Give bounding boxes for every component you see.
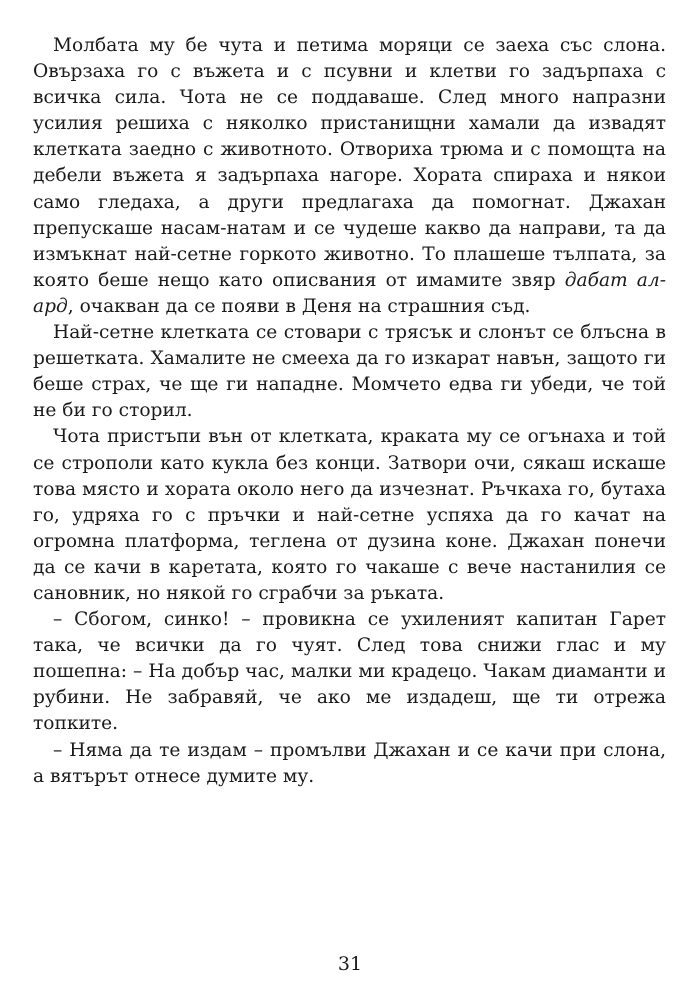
italic-term: дабат ал-ард (33, 269, 666, 317)
page-number: 31 (337, 953, 363, 975)
paragraph-1 (33, 33, 666, 320)
paragraph-1-text: Молбата му бе чута и петима моряци се заеха със слона. Овързаха го с въжета и с псувни и клетви го задърпаха с всичка сила. Чота не се поддаваше. След много напразни усилия решиха с няколко пристанищни хамали да извадят клетката заедно с животното. Отвориха трюма и с помощта на дебели въжета я задърпаха нагоре. Хората спираха и някои само гледаха, а други предлагаха да помогнат. Джахан препускаше насам-натам и се чудеше какво да направи, та да измъкнат най-сетне горкото животно. То плашеше тълпата, за която беше нещо като описвания от имамите звяр (33, 35, 666, 291)
paragraph-4-dialogue: – Сбогом, синко! – провикна се ухиленият капитан Гарет така, че всички да го чуят. След това снижи глас и му пошепна: – На добър час, малки ми крадецо. Чакам диаманти и рубини. Не забравяй, че ако ме издадеш, ще ти отрежа топките. (33, 609, 666, 735)
body-text (33, 33, 666, 790)
paragraph-1-ending: , очакван да се появи в Деня на страшния съд. (67, 295, 531, 317)
paragraph-3: Чота пристъпи вън от клетката, краката му се огънаха и той се строполи като кукла без конци. Затвори очи, сякаш искаше това място и хората около него да изчезнат. Ръчкаха го, бутаха го, удряха го с пръчки и най-сетне успяха да го качат на огромна платформа, теглена от дузина коне. Джахан понечи да се качи в каретата, която го чакаше с вече настанилия се сановник, но някой го сграбчи за ръката. (33, 426, 666, 604)
paragraph-2: Най-сетне клетката се стовари с трясък и слонът се блъсна в решетката. Хамалите не смееха да го изкарат навън, защото ги беше страх, че ще ги нападне. Момчето едва ги убеди, че той не би го сторил. (33, 322, 666, 422)
paragraph-5-dialogue: – Няма да те издам – промълви Джахан и се качи при слона, а вятърът отнесе думите му. (33, 739, 666, 787)
